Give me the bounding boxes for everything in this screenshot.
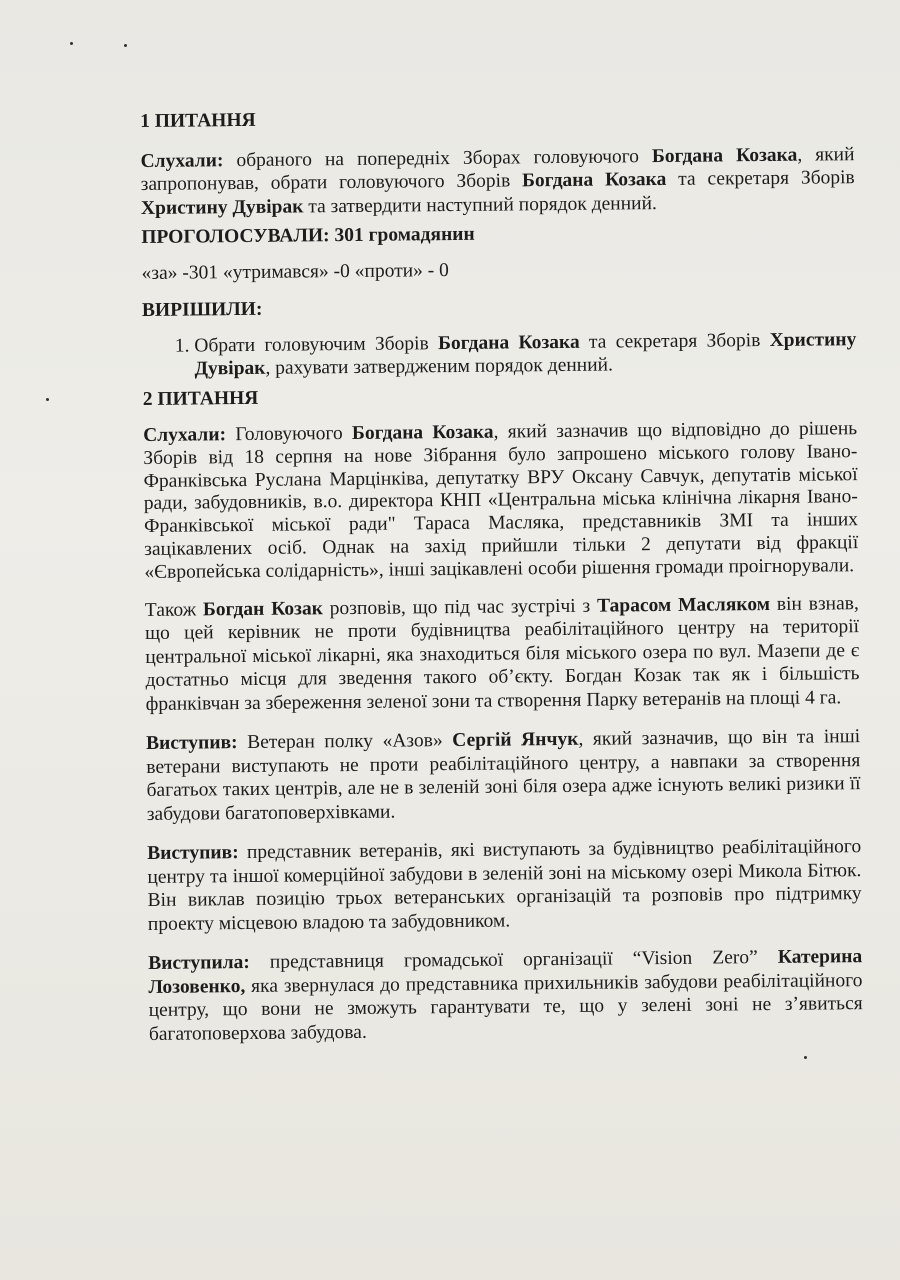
text-run: Обрати головуючим Зборів [194,332,439,356]
vote-heading: ПРОГОЛОСУВАЛИ: 301 громадянин [141,223,475,248]
text-run: , рахувати затвердженим порядок денний. [265,354,614,379]
text-run: , який зазначив, що він та інші ветерани виступають не проти реабілітаційного центру, а навпаки за створення багатьох таких центрів, але не в зеленій зоні біля озера адже існують великі ризики її забудови багатоповерхівками. [146,726,861,825]
section-2-heading: 2 ПИТАННЯ [142,387,259,410]
speech-paragraph-1 [146,725,861,826]
text-run: представниця громадської організації “Vision Zero” [269,946,778,973]
text-run: він взнав, що цей керівник не проти будівництва реабілітаційного центру на території центральної міської лікарні, яка знаходиться біля міського озера по вул. Мазепи де є достатньо місця для зведення такого об’єкту. Богдан Козак так як і більшість франківчан за збереження зеленої зони та створення Парку ветеранів на площі 4 га. [144,592,860,715]
speech-label: Виступив: [147,842,239,865]
decision-list [142,328,856,382]
person-name: Богдан Козак [202,597,324,620]
section-2-heard-paragraph [143,418,858,584]
text-run: , який запропонував, обрати головуючого Зборів [140,143,855,195]
section-1-heading: 1 ПИТАННЯ [140,109,256,132]
paper-speck [804,1056,807,1059]
text-run: Також [144,598,204,621]
person-name: Богдана Козака [351,421,494,444]
vote-result-line: «за» -301 «утримався» -0 «проти» - 0 [141,259,449,284]
heard-label: Слухали: [140,149,224,172]
person-name: Катерина Лозовенко, [148,946,863,998]
text-run: обраного на попередніх Зборах головуючого [236,145,653,171]
paper-speck [124,44,127,47]
text-run: , який зазначив що відповідно до рішень Зборів від 18 серпня на нове Зібрання було запрошено міського голову Івано-Франківська Руслана Марцінківа, депутатку ВРУ Оксану Савчук, депутатів міської ради, забудовників, в.о. директора КНП «Центральна міська клінічна лікарня Івано-Франківської міської ради" Тараса Масляка, представників ЗМІ та інших зацікавлених осіб. Однак на захід прийшли тільки 2 депутати від фракції «Європейська солідарність», інші зацікавлені особи рішення громади проігнорували. [143,418,859,583]
person-name: Христину Дувірак [140,195,304,219]
section-2-also-paragraph [145,592,860,716]
paper-speck [70,42,73,45]
decision-item [194,328,856,381]
text-run: розповів, що під час зустрічі з [322,595,598,619]
speech-label: Виступив: [146,732,238,755]
text-run: Головуючого [235,422,353,446]
text-run: Ветеран полку «Азов» [247,730,453,754]
person-name: Тарасом Масляком [596,593,771,617]
document-content [140,99,863,1046]
text-run: та затвердити наступний порядок денний. [303,192,657,217]
text-run: та секретаря Зборів [579,329,770,353]
speech-paragraph-2 [147,835,862,936]
person-name: Богдана Козака [437,331,580,354]
speech-label: Виступила: [148,952,250,975]
paper-speck [46,398,49,401]
person-name: Сергій Янчук [452,728,579,752]
text-run: яка звернулася до представника прихильників забудови реабілітаційного центру, що вони не зможуть гарантувати те, що у зелені зоні не з’явиться багатоповерхова забудова. [148,969,863,1045]
text-run: представник ветеранів, які виступають за будівництво реабілітаційного центру та іншої комерційної забудови в зеленій зоні на міському озері Микола Бітюк. Він виклав позицію трьох ветеранських організацій та розповів про підтримку проекту місцевою владою та забудовником. [147,836,862,935]
person-name: Христину Дувірак [194,328,857,380]
speech-paragraph-3 [148,945,863,1046]
heard-label: Слухали: [143,424,227,446]
decided-heading: ВИРІШИЛИ: [141,298,263,321]
person-name: Богдана Козака [522,168,667,192]
section-1-heard-paragraph [140,143,855,220]
text-run: та секретаря Зборів [666,167,855,190]
person-name: Богдана Козака [651,144,798,167]
